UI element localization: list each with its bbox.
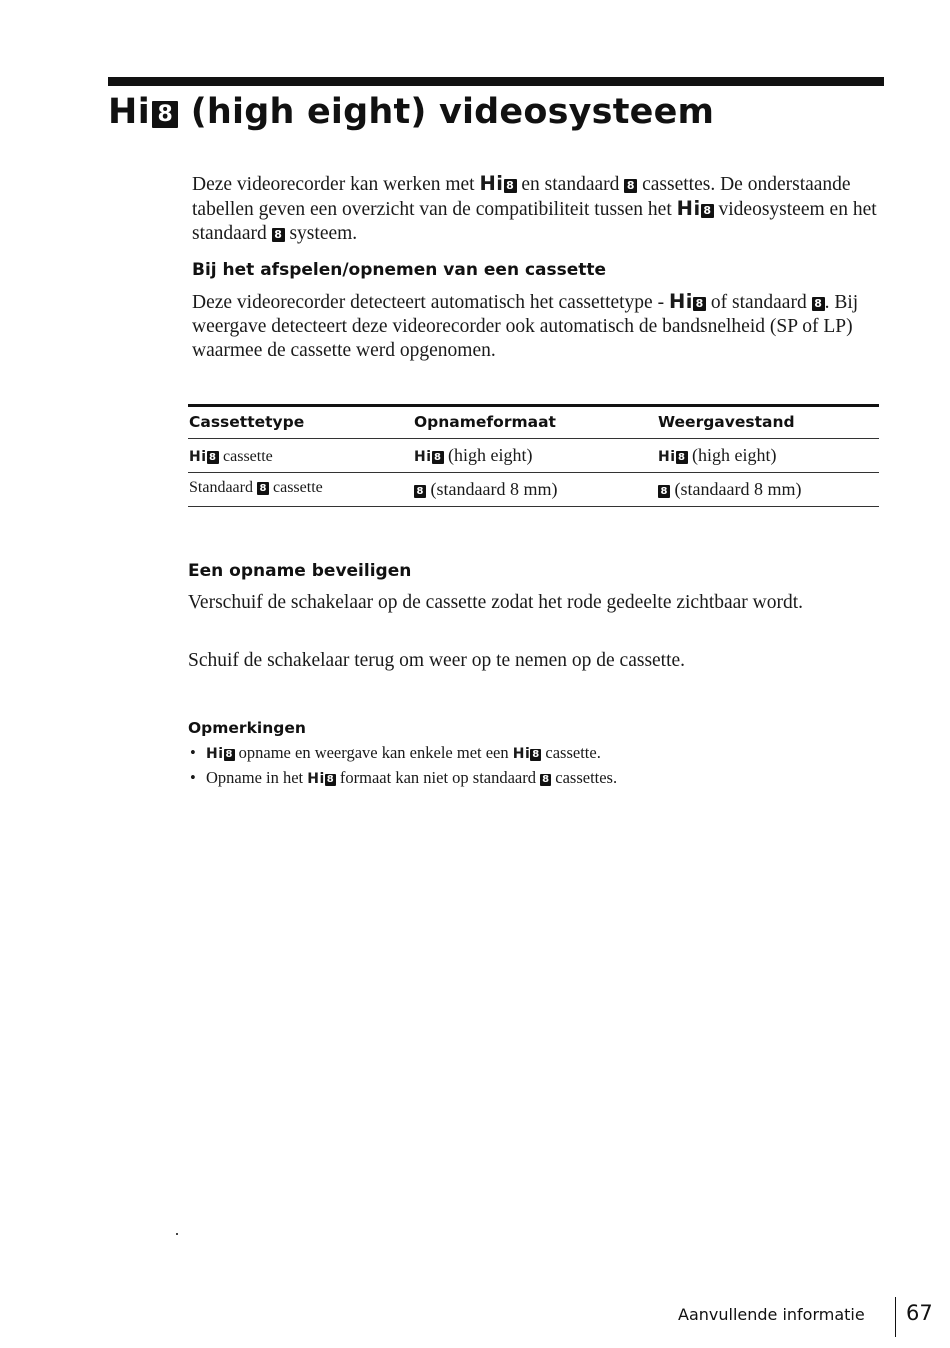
table-cell: 8 (standaard 8 mm) [658, 479, 801, 500]
hi8-logo: Hi 8 [669, 292, 706, 313]
hi8-logo: Hi 8 [307, 768, 336, 787]
eight-logo: 8 [624, 179, 637, 193]
hi8-logo: Hi 8 [677, 199, 714, 220]
scan-speck [176, 1233, 178, 1235]
hi8-logo: Hi 8 [108, 92, 178, 132]
table-header-cell: Cassettetype [189, 413, 305, 431]
list-item: • Opname in het Hi 8 formaat kan niet op standaard 8 cassettes. [190, 768, 618, 787]
notes-list [188, 741, 617, 791]
section-heading-playback: Bij het afspelen/opnemen van een cassette [192, 260, 607, 280]
eight-logo: 8 [812, 297, 825, 311]
table-cell: 8 (standaard 8 mm) [414, 479, 557, 500]
table-header-cell: Weergavestand [658, 413, 795, 431]
list-item: • Hi 8 opname en weergave kan enkele met een Hi 8 cassette. [190, 743, 601, 762]
page-number: 67 [906, 1301, 933, 1325]
table-cell: Hi 8 (high eight) [414, 445, 533, 465]
notes-heading: Opmerkingen [188, 719, 306, 737]
footer-section-label: Aanvullende informatie [678, 1305, 865, 1324]
page-title [108, 92, 714, 132]
playback-paragraph: Deze videorecorder detecteert automatisch het cassettetype - Hi 8 of standaard 8 . Bij weergave detecteert deze videorecorder ook automatisch de bandsnelheid (SP of LP) waarmee de cassette werd opgenomen. [192, 290, 859, 361]
table-header-cell: Opnameformaat [414, 413, 556, 431]
table-row [188, 473, 879, 506]
section-heading-protect: Een opname beveiligen [188, 561, 412, 581]
hi8-logo: Hi 8 [513, 743, 542, 762]
page-title-text: (high eight) videosysteem [190, 92, 715, 132]
eight-logo: 8 [272, 228, 285, 242]
table-cell: Hi 8 cassette [189, 448, 273, 465]
eight-logo: 8 [540, 774, 551, 786]
table-bottom-rule [188, 506, 879, 507]
table-header-row [188, 407, 879, 438]
compatibility-table [188, 404, 879, 507]
table-cell: Hi 8 (high eight) [658, 445, 777, 465]
hi8-logo: Hi 8 [206, 743, 235, 762]
protect-paragraph-2: Schuif de schakelaar terug om weer op te nemen op de cassette. [188, 650, 686, 671]
table-row [188, 439, 879, 472]
footer-divider [895, 1297, 896, 1337]
header-rule [108, 77, 884, 86]
protect-paragraph-1: Verschuif de schakelaar op de cassette zodat het rode gedeelte zichtbaar wordt. [188, 592, 804, 613]
hi8-logo: Hi 8 [479, 174, 516, 195]
table-cell: Standaard 8 cassette [189, 479, 323, 496]
intro-paragraph: Deze videorecorder kan werken met Hi 8 en standaard 8 cassettes. De onderstaande tabellen geven een overzicht van de compatibiliteit tussen het Hi 8 videosysteem en het standaard 8 systeem. [192, 172, 877, 244]
